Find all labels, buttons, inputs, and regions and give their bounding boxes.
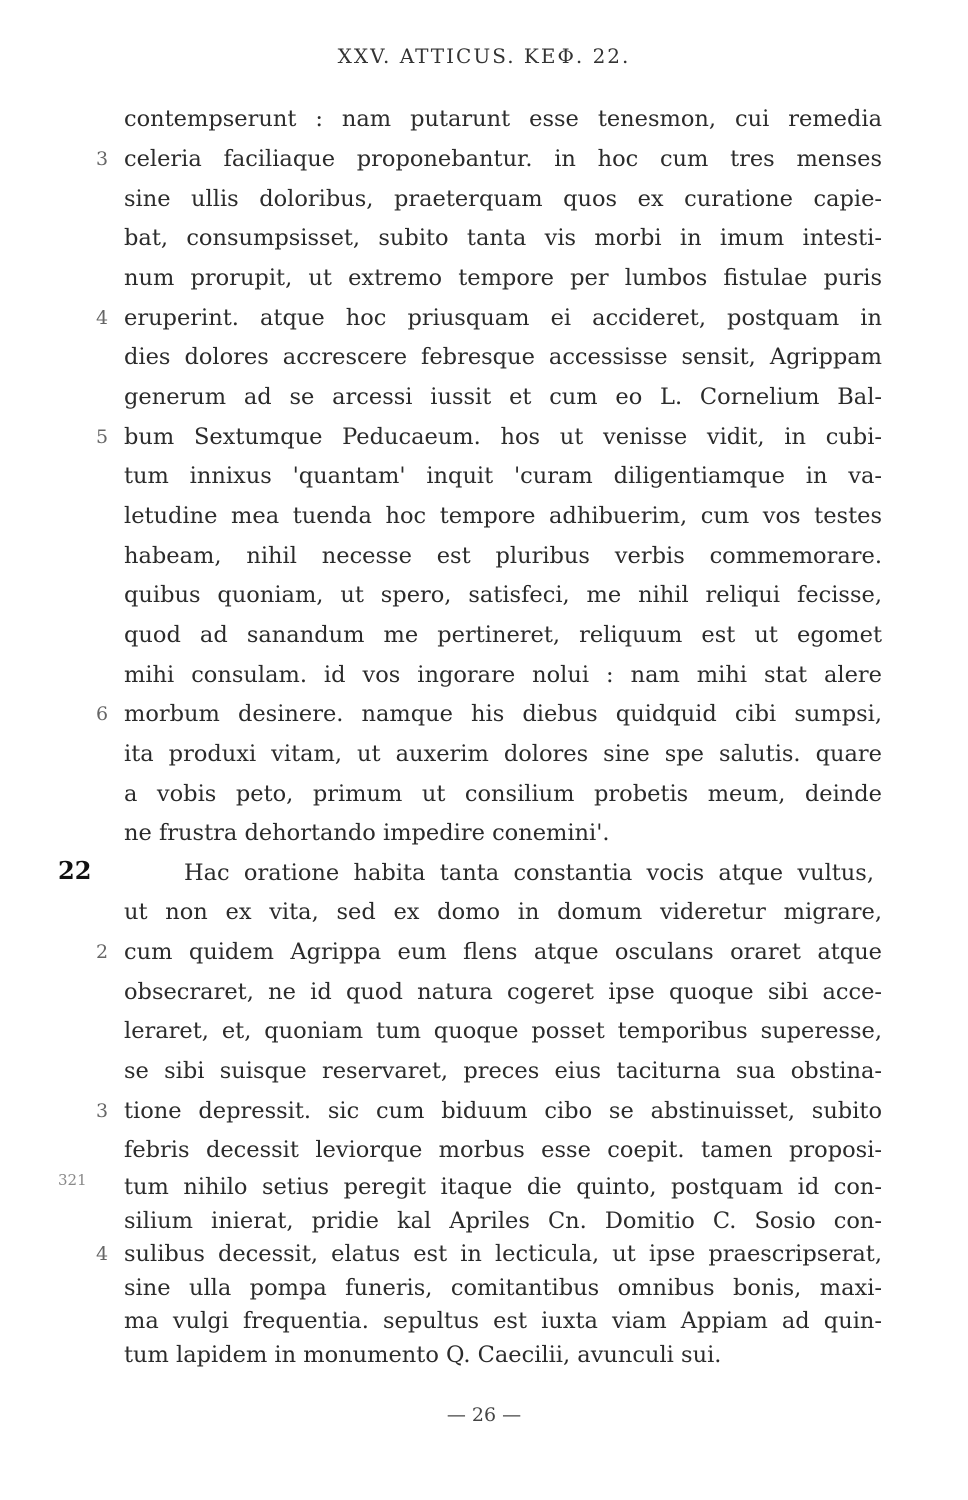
text-line: ita produxi vitam, ut auxerim dolores sine spe salutis. quare [124, 741, 882, 767]
section-number: 4 [96, 1243, 109, 1265]
running-header: XXV. ATTICUS. ΚΕΦ. 22. [337, 44, 631, 68]
text-line: tum lapidem in monumento Q. Caecilii, avunculi sui. [124, 1342, 722, 1368]
section-number: 4 [96, 307, 109, 329]
text-line: eruperint. atque hoc priusquam ei accideret, postquam in [124, 305, 882, 331]
text-line: a vobis peto, primum ut consilium probetis meum, deinde [124, 781, 882, 807]
side-reference-number: 321 [58, 1171, 87, 1189]
text-line: sulibus decessit, elatus est in lecticula, ut ipse praescripserat, [124, 1241, 882, 1267]
text-line: sine ulla pompa funeris, comitantibus omnibus bonis, maxi- [124, 1275, 882, 1301]
section-number: 2 [96, 941, 109, 963]
text-line: dies dolores accrescere febresque accessisse sensit, Agrippam [124, 344, 882, 370]
section-number: 3 [96, 1100, 109, 1122]
text-line: cum quidem Agrippa eum flens atque osculans oraret atque [124, 939, 882, 965]
text-line: quibus quoniam, ut spero, satisfeci, me nihil reliqui fecisse, [124, 582, 882, 608]
text-line: ma vulgi frequentia. sepultus est iuxta viam Appiam ad quin- [124, 1308, 882, 1334]
text-line: se sibi suisque reservaret, preces eius taciturna sua obstina- [124, 1058, 882, 1084]
text-line: leraret, et, quoniam tum quoque posset temporibus superesse, [124, 1018, 882, 1044]
text-line: obsecraret, ne id quod natura cogeret ipse quoque sibi acce- [124, 979, 882, 1005]
text-line: morbum desinere. namque his diebus quidquid cibi sumpsi, [124, 701, 882, 727]
text-line: habeam, nihil necesse est pluribus verbis commemorare. [124, 543, 882, 569]
text-line: tione depressit. sic cum biduum cibo se abstinuisset, subito [124, 1098, 882, 1124]
text-line: tum nihilo setius peregit itaque die quinto, postquam id con- [124, 1174, 882, 1200]
text-line: ut non ex vita, sed ex domo in domum videretur migrare, [124, 899, 882, 925]
text-line: sine ullis doloribus, praeterquam quos ex curatione capie- [124, 186, 882, 212]
text-line: generum ad se arcessi iussit et cum eo L. Cornelium Bal- [124, 384, 882, 410]
text-line: febris decessit leviorque morbus esse coepit. tamen proposi- [124, 1137, 882, 1163]
text-line: Hac oratione habita tanta constantia vocis atque vultus, [184, 860, 874, 886]
section-number: 6 [96, 703, 109, 725]
text-line: letudine mea tuenda hoc tempore adhibuerim, cum vos testes [124, 503, 882, 529]
section-number: 5 [96, 426, 109, 448]
chapter-number: 22 [58, 856, 92, 885]
text-line: tum innixus 'quantam' inquit 'curam diligentiamque in va- [124, 463, 882, 489]
text-line: mihi consulam. id vos ingorare nolui : nam mihi stat alere [124, 662, 882, 688]
page-number: — 26 — [446, 1404, 522, 1426]
text-line: contempserunt : nam putarunt esse tenesmon, cui remedia [124, 106, 882, 132]
text-line: ne frustra dehortando impedire conemini'. [124, 820, 610, 846]
text-line: bat, consumpsisset, subito tanta vis morbi in imum intesti- [124, 225, 882, 251]
text-line: bum Sextumque Peducaeum. hos ut venisse vidit, in cubi- [124, 424, 882, 450]
text-line: silium inierat, pridie kal Apriles Cn. Domitio C. Sosio con- [124, 1208, 882, 1234]
section-number: 3 [96, 148, 109, 170]
text-line: num prorupit, ut extremo tempore per lumbos fistulae puris [124, 265, 882, 291]
text-line: celeria faciliaque proponebantur. in hoc cum tres menses [124, 146, 882, 172]
text-line: quod ad sanandum me pertineret, reliquum est ut egomet [124, 622, 882, 648]
